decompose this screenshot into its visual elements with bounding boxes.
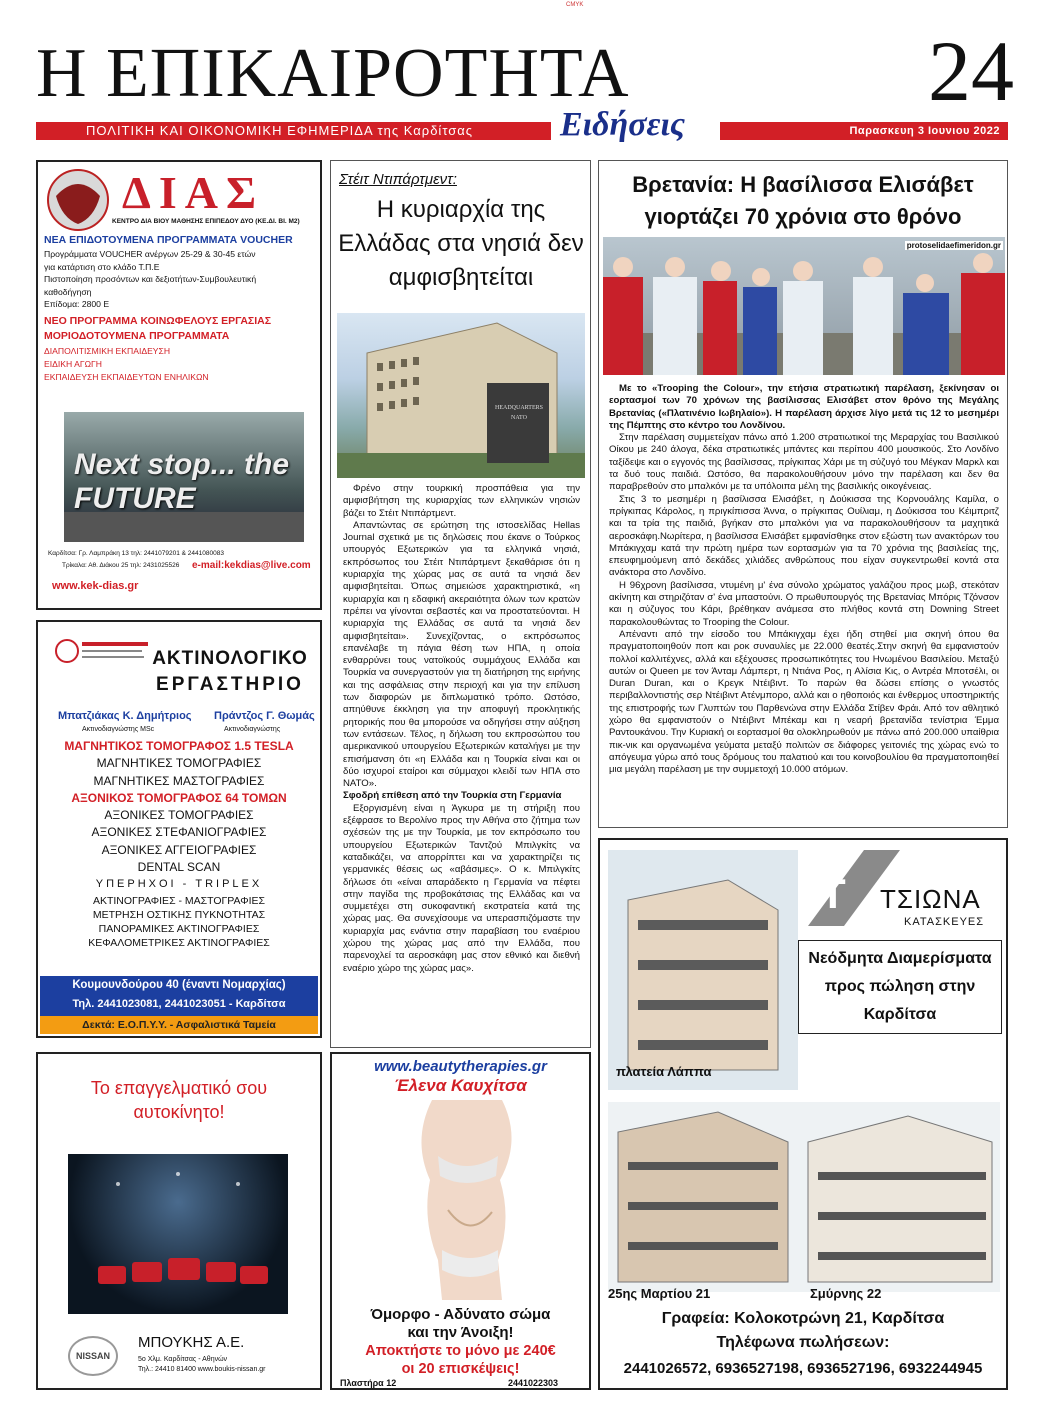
- beauty-slogan-1: Όμορφο - Αδύνατο σώμα: [370, 1306, 551, 1323]
- xray-service: ΑΞΟΝΙΚΕΣ ΑΓΓΕΙΟΓΡΑΦΙΕΣ: [101, 842, 257, 857]
- xray-insurance: Δεκτά: Ε.Ο.Π.Υ.Υ. - Ασφαλιστικά Ταμεία: [40, 1016, 318, 1034]
- tsiona-tagline: Καρδίτσα: [863, 1006, 937, 1023]
- dias-line: για κατάρτιση στο κλάδο Τ.Π.Ε: [44, 261, 160, 272]
- nissan-headline-1: Το επαγγελματικό σου: [90, 1078, 268, 1098]
- dias-line: Προγράμματα VOUCHER ανέργων 25-29 & 30-45 ετών: [44, 249, 256, 259]
- tsiona-logo-letter: Τ: [820, 870, 846, 917]
- xray-service: ΑΞΟΝΙΚΕΣ ΣΤΕΦΑΝΙΟΓΡΑΦΙΕΣ: [91, 825, 267, 840]
- article1-paragraph: Εξοργισμένη είναι η Άγκυρα με τη στήριξη που εξέφρασε το Βερολίνο προς την Αθήνα στο ζήτημα των σχέσεών της με την Τουρκία, με τον εκπρόσωπο του υπουργείου Εξωτερικών Ταντζού Μπιλγκίτς να καταδικάζει, να απορρίπτει και να χαρακτηρίζει τις γερμανικές θέσεις ως «αβάσιμες». Ο κ. Μπιλγκίτς δήλωσε ότι «είναι απαράδεκτο η Γερμανία να πέφτει στην παγίδα της προβοκάτσιας της Ελλάδας και να συμμετέχει στη συκοφαντική εκστρατεία κατά της χώρας μας. Θα συνεχίσουμε να υπερασπιζόμαστε την κυριαρχία μας ενάντια στην παραβίαση του εναέριου χώρου της χώρας μας από την Ελλάδα, που παρενοχλεί τα αεροσκάφη μας στον εθνικό και διεθνή εναέριο χώρο της χώρας μας».: [343, 802, 580, 974]
- article-state-dept: [330, 160, 591, 1048]
- article2-headline: Βρετανία: Η βασίλισσα Ελισάβετ γιορτάζει 70 χρόνια στο θρόνο: [632, 172, 974, 229]
- registration-mark: CMYK: [566, 2, 584, 8]
- royal-family-illustration: [603, 237, 1005, 375]
- beauty-phone: 2441022303: [508, 1378, 559, 1388]
- dias-heading-voucher: ΝΕΑ ΕΠΙΔΟΤΟΥΜΕΝΑ ΠΡΟΓΡΑΜΜΑΤΑ VOUCHER: [44, 234, 293, 246]
- xray-address: Κουμουνδούρου 40 (έναντι Νομαρχίας): [72, 979, 286, 991]
- tsiona-tagline: Νεόδμητα Διαμερίσματα: [808, 950, 992, 967]
- beauty-model-image: [352, 1100, 572, 1300]
- article1-headline: Η κυριαρχία της Ελλάδας στα νησιά δεν αμφισβητείται: [338, 196, 584, 291]
- ad-nissan: [36, 1052, 322, 1390]
- article1-photo: [337, 313, 585, 478]
- xray-service: ΥΠΕΡΗΧΟΙ - TRIPLEX: [95, 878, 263, 891]
- beauty-offer-2: οι 20 επισκέψεις!: [401, 1361, 520, 1377]
- xray-service: ΜΑΓΝΗΤΙΚΕΣ ΤΟΜΟΓΡΑΦΙΕΣ: [96, 756, 262, 771]
- tsiona-brand: ΤΣΙΩΝΑ: [880, 884, 981, 914]
- dias-heading-work: ΝΕΟ ΠΡΟΓΡΑΜΜΑ ΚΟΙΝΩΦΕΛΟΥΣ ΕΡΓΑΣΙΑΣ: [44, 314, 272, 327]
- xray-heading-1: ΑΚΤΙΝΟΛΟΓΙΚΟ: [152, 648, 308, 669]
- xray-contact-bar: [40, 976, 318, 1016]
- article2-paragraph: Απέναντι από την είσοδο του Μπάκιγχαμ έχει ήδη στηθεί μια σκηνή όπου θα πραγματοποιηθούν ποπ και ροκ συναυλίες με 22.000 θεατές.Στην σκηνή θα εμφανιστούν πολλοί καλλιτέχνες, αλλά και εξέχουσες προσωπικότητες του Ηνωμένου Βασιλείου. Μεταξύ αυτών οι Queen με τον Άνταμ Λάμπερτ, η Ντιάνα Ρος, η Αλίσια Κις, ο Αντρέα Μποτσέλι, οι Duran Duran, και ο Κρεγκ Ντέιβιντ. Το παρών θα δώσει επίσης ο γνωστός περιβαλλοντιστής σερ Ντέιβιντ Ατένμπορο, αλλά και ο ηθοποιός και ένθερμος υποστηρικτής της επιστροφής των Γλυπτών του Παρθενώνα στην Ελλάδα Στίβεν Φράι. Από τον αθλητικό χώρο θα εμφανιστούν ο Ντέιβιντ Μπέκαμ και η νεαρή βρετανίδα τενίστρια Έμμα Ραντουκάνου. Την Κυριακή οι εορτασμοί θα ολοκληρωθούν με πάνω από 200.000 υπαίθρια πικ-νικ και οργανωμένα γεύματα μεταξύ πολιτών σε διάφορες γειτονιές της χώρας ενώ το απόγευμα γύρω από τους δρόμους του παλατιού και του κοινοβουλίου θα πραγματοποιηθεί μια μεγάλη παρέλαση με την συμμετοχή 10.000 ατόμων.: [609, 628, 999, 776]
- article1-paragraph: Φρένο στην τουρκική προσπάθεια για την αμφισβήτηση της κυριαρχίας των ελληνικών νησιών βάζει το Στέιτ Ντιπάρτμεντ.: [343, 483, 580, 519]
- photo-sign-text: HEADQUARTERS NATO: [495, 405, 543, 421]
- tsiona-phones-label: Τηλέφωνα πωλήσεων:: [716, 1334, 890, 1351]
- nissan-address: 5ο Χλμ. Καρδίτσας - Αθηνών: [138, 1356, 228, 1363]
- dias-logo-area: [42, 166, 318, 232]
- beauty-slogan-2: και την Άνοιξη!: [407, 1324, 514, 1341]
- page-number: 24: [928, 23, 1014, 119]
- xray-service: ΜΑΓΝΗΤΙΚΟΣ ΤΟΜΟΓΡΑΦΟΣ 1.5 TESLA: [64, 739, 294, 753]
- article2-paragraph: Στις 3 το μεσημέρι η βασίλισσα Ελισάβετ, η Δούκισσα της Κορνουάλης Καμίλα, ο πρίγκιπας Κάρολος, η πριγκίπισσα Άννα, ο πρίγκιπας Ουίλιαμ, η Δούκισσα του Κέιμπριτζ και τα τρία της παιδιά, βγήκαν στο μπαλκόνι για να παρακολουθήσουν τα μαχητικά αεροσκάφη.Νωρίτερα, η βασίλισσα Ελισάβετ εμφανίσθηκε στον εξώστη των ανακτόρων του Μπάκιγχαμ κατά την πρώτη ημέρα των εορτασμών για τα 70 χρόνια της βασιλείας της, επευφημούμενη από δεκάδες χιλιάδες ανθρώπους που είχαν συγκεντρωθεί κοντά στα ανάκτορα στο Λονδίνο.: [609, 493, 999, 579]
- dias-line: Επίδομα: 2800 Ε: [44, 299, 110, 309]
- dias-heading-points: ΜΟΡΙΟΔΟΤΟΥΜΕΝΑ ΠΡΟΓΡΑΜΜΑΤΑ: [44, 329, 230, 342]
- building-render-1: [608, 850, 798, 1090]
- dias-item: ΔΙΑΠΟΛΙΤΙΣΜΙΚΗ ΕΚΠΑΙΔΕΥΣΗ: [44, 345, 171, 356]
- beauty-offer-1: Αποκτήστε το μόνο με 240€: [365, 1343, 556, 1359]
- tsiona-location-3: Σμύρνης 22: [810, 1286, 882, 1301]
- nissan-logo: NISSAN: [68, 1336, 118, 1376]
- section-title: Ειδήσεις: [560, 106, 686, 143]
- tsiona-office: Γραφεία: Κολοκοτρώνη 21, Καρδίτσα: [661, 1310, 945, 1327]
- xray-doctor-2-title: Ακτινοδιαγνώστης: [224, 726, 281, 733]
- beauty-name: Έλενα Καυχίτσα: [394, 1076, 527, 1095]
- ad-tsiona: [598, 838, 1008, 1390]
- vans-illustration: [68, 1154, 288, 1314]
- tsiona-phones: 2441026572, 6936527198, 6936527196, 6932244945: [623, 1360, 983, 1377]
- nissan-headline-2: αυτοκίνητο!: [133, 1102, 225, 1122]
- article2-lead: Με το «Trooping the Colour», την ετήσια στρατιωτική παρέλαση, ξεκίνησαν οι εορτασμοί των 70 χρόνων της βασίλισσας Ελισάβετ στον θρόνο της Μεγάλης Βρετανίας («Πλατινένιο Ιωβηλαίο»). Η παρέλαση άρχισε λίγο μετά τις 12 το μεσημέρι της Πέμπτης στο κέντρο του Λονδίνου.: [609, 383, 999, 431]
- dias-tagline: ΚΕΝΤΡΟ ΔΙΑ ΒΙΟΥ ΜΑΘΗΣΗΣ ΕΠΙΠΕΔΟΥ ΔΥΟ (ΚΕ.ΔΙ. ΒΙ. Μ2): [112, 218, 300, 225]
- tsiona-location-1: πλατεία Λάππα: [616, 1064, 712, 1079]
- xray-service: ΑΞΟΝΙΚΟΣ ΤΟΜΟΓΡΑΦΟΣ 64 ΤΟΜΩΝ: [71, 790, 287, 805]
- article1-kicker: Στέιτ Ντιπάρτμεντ:: [339, 171, 457, 188]
- xray-logo-icon: [52, 636, 152, 666]
- xray-doctor-1-title: Ακτινοδιαγνώστης MSc: [82, 726, 155, 733]
- dias-line: Πιστοποίηση προσόντων και δεξιοτήτων-Συμβουλευτική: [44, 274, 257, 284]
- tsiona-tagline-box: [798, 940, 1002, 1034]
- dias-email: e-mail:kekdias@live.com: [192, 560, 311, 571]
- dias-item: ΕΚΠΑΙΔΕΥΣΗ ΕΚΠΑΙΔΕΥΤΩΝ ΕΝΗΛΙΚΩΝ: [44, 371, 209, 382]
- issue-date: Παρασκευη 3 Ιουνιου 2022: [720, 122, 1008, 140]
- beauty-address: Πλαστήρα 12: [340, 1378, 397, 1388]
- dias-item: ΕΙΔΙΚΗ ΑΓΩΓΗ: [44, 358, 102, 369]
- ad-beauty: [330, 1052, 591, 1390]
- xray-service: ΜΕΤΡΗΣΗ ΟΣΤΙΚΗΣ ΠΥΚΝΟΤΗΤΑΣ: [92, 908, 266, 921]
- article1-subhead: Σφοδρή επίθεση από την Τουρκία στη Γερμανία: [343, 790, 562, 802]
- article2-paragraph: Η 96χρονη βασίλισσα, ντυμένη μ' ένα σύνολο χρώματος γαλάζιου προς μωβ, στεκόταν ακίνητη και στηριζόταν σ' ένα μπαστούνι. Ο πρωθυπουργός της Βρετανίας Μπόρις Τζόνσον και η σύζυγος του Κάρι, βρέθηκαν ανάμεσα στο πλήθος κοντά στη Downing Street παρακολουθώντας το Trooping the Colour.: [609, 579, 999, 628]
- building-render-2: [608, 1102, 1000, 1292]
- article2-photo: [603, 237, 1005, 375]
- nissan-company: ΜΠΟΥΚΗΣ Α.Ε.: [138, 1334, 245, 1351]
- masthead-title: Η ΕΠΙΚΑΙΡΟΤΗΤΑ: [36, 35, 630, 112]
- xray-service: DENTAL SCAN: [137, 860, 221, 875]
- dias-address-2: Τρίκαλα: Αθ. Διάκου 25 τηλ: 2431025526: [62, 562, 180, 569]
- tsiona-tagline: προς πώληση στην: [824, 978, 976, 995]
- tsiona-brand-sub: ΚΑΤΑΣΚΕΥΕΣ: [904, 916, 985, 928]
- xray-phone: Τηλ. 2441023081, 2441023051 - Καρδίτσα: [72, 998, 286, 1010]
- nissan-phone: Τηλ.: 24410 81400 www.boukis-nissan.gr: [138, 1366, 266, 1373]
- dias-line: καθοδήγηση: [44, 286, 92, 297]
- dias-brand: ΔΙΑΣ: [122, 167, 265, 218]
- dias-banner: Next stop... the FUTURE: [74, 448, 290, 515]
- xray-service: ΜΑΓΝΗΤΙΚΕΣ ΜΑΣΤΟΓΡΑΦΙΕΣ: [93, 773, 265, 788]
- article-queen: [598, 160, 1008, 828]
- building-illustration: [337, 313, 585, 478]
- beauty-website: www.beautytherapies.gr: [374, 1058, 547, 1075]
- xray-doctor-1: Μπατζιάκας Κ. Δημήτριος: [58, 710, 192, 722]
- xray-doctor-2: Πράντζος Γ. Θωμάς: [214, 710, 315, 722]
- xray-service: ΚΕΦΑΛΟΜΕΤΡΙΚΕΣ ΑΚΤΙΝΟΓΡΑΦΙΕΣ: [88, 936, 270, 949]
- xray-service: ΠΑΝΟΡΑΜΙΚΕΣ ΑΚΤΙΝΟΓΡΑΦΙΕΣ: [98, 922, 260, 935]
- xray-service: ΑΚΤΙΝΟΓΡΑΦΙΕΣ - ΜΑΣΤΟΓΡΑΦΙΕΣ: [92, 894, 266, 907]
- dias-address-1: Καρδίτσα: Γρ. Λαμπράκη 13 τηλ: 2441079201 & 2441080083: [48, 550, 224, 557]
- ad-xray: [36, 620, 322, 1038]
- xray-service: ΑΞΟΝΙΚΕΣ ΤΟΜΟΓΡΑΦΙΕΣ: [104, 808, 254, 823]
- article2-paragraph: Στην παρέλαση συμμετείχαν πάνω από 1.200 στρατιωτικοί της Μεραρχίας του Βασιλικού Οίκου με 240 άλογα, δέκα στρατιωτικές μπάντες και περίπου 400 μουσικούς. Στο Λονδίνο ταξίδεψε και ο εγγονός της βασίλισσας, πρίγκιπας Χάρι με τη σύζυγό του Μέγκαν Μαρκλ και τα δυό τους παιδιά. Ωστόσο, θα παρακολουθήσουν μόνο την παρέλαση και δεν θα παραβρεθούν στο μπαλκόνι με τα υπόλοιπα μέλη της βασιλικής οικογένειας.: [609, 432, 999, 493]
- article1-paragraph: Απαντώντας σε ερώτηση της ιστοσελίδας Hellas Journal σχετικά με τις δηλώσεις που έκανε ο Τούρκος υπουργός Εξωτερικών για τα ελληνικά νησιά, εκπρόσωπος του Στέιτ Ντιπάρτμεντ ξεκαθάρισε ότι η κυριαρχία της χώρας μας σε αυτά τα νησιά δεν αμφισβητείται. Όπως σημειώσε χαρακτηριστικά, «η κυριαρχία και η εδαφική ακεραιότητα όλων των κρατών πρέπει να γίνονται σεβαστές και να προστατεύονται. Η κυριαρχία της Ελλάδας σε αυτά τα νησιά δεν αμφισβητείται». Συνεχίζοντας, ο εκπρόσωπος επανέλαβε τη πάγια θέση των ΗΠΑ, η οποία ενθαρρύνει τους νατοϊκούς συμμάχους Ελλάδα και Τουρκία να συνεργαστούν για τη διατήρηση της ειρήνης και της ασφάλειας στην περιοχή και για την επίλυση των διαφορών με διπλωματικό τρόπο. Ωστόσο, απηύθυνε έκκληση για την αποφυγή προκλητικής ρητορικής που θα μπορούσε να οδηγήσει στην αύξηση των εντάσεων. Τέλος, η δήλωση του εκπροσώπου του αμερικανικού υπουργείου Εξωτερικών καταλήγει με την επισήμανση ότι «η Ελλάδα και η Τουρκία είναι και οι δύο ισχυροί εταίροι και σύμμαχοι κλειδί των ΗΠΑ στο ΝΑΤΟ».: [343, 519, 580, 790]
- tsiona-location-2: 25ης Μαρτίου 21: [608, 1286, 711, 1301]
- dias-train-image: [64, 412, 304, 542]
- dias-website: www.kek-dias.gr: [52, 580, 139, 592]
- ad-dias: [36, 160, 322, 610]
- xray-heading-2: ΕΡΓΑΣΤΗΡΙΟ: [156, 674, 304, 695]
- watermark: protoselidaefimeridon.gr: [906, 241, 1001, 250]
- nissan-vans-image: [68, 1154, 288, 1314]
- masthead-subtitle: ΠΟΛΙΤΙΚΗ ΚΑΙ ΟΙΚΟΝΟΜΙΚΗ ΕΦΗΜΕΡΙΔΑ της Καρδίτσας: [36, 122, 551, 140]
